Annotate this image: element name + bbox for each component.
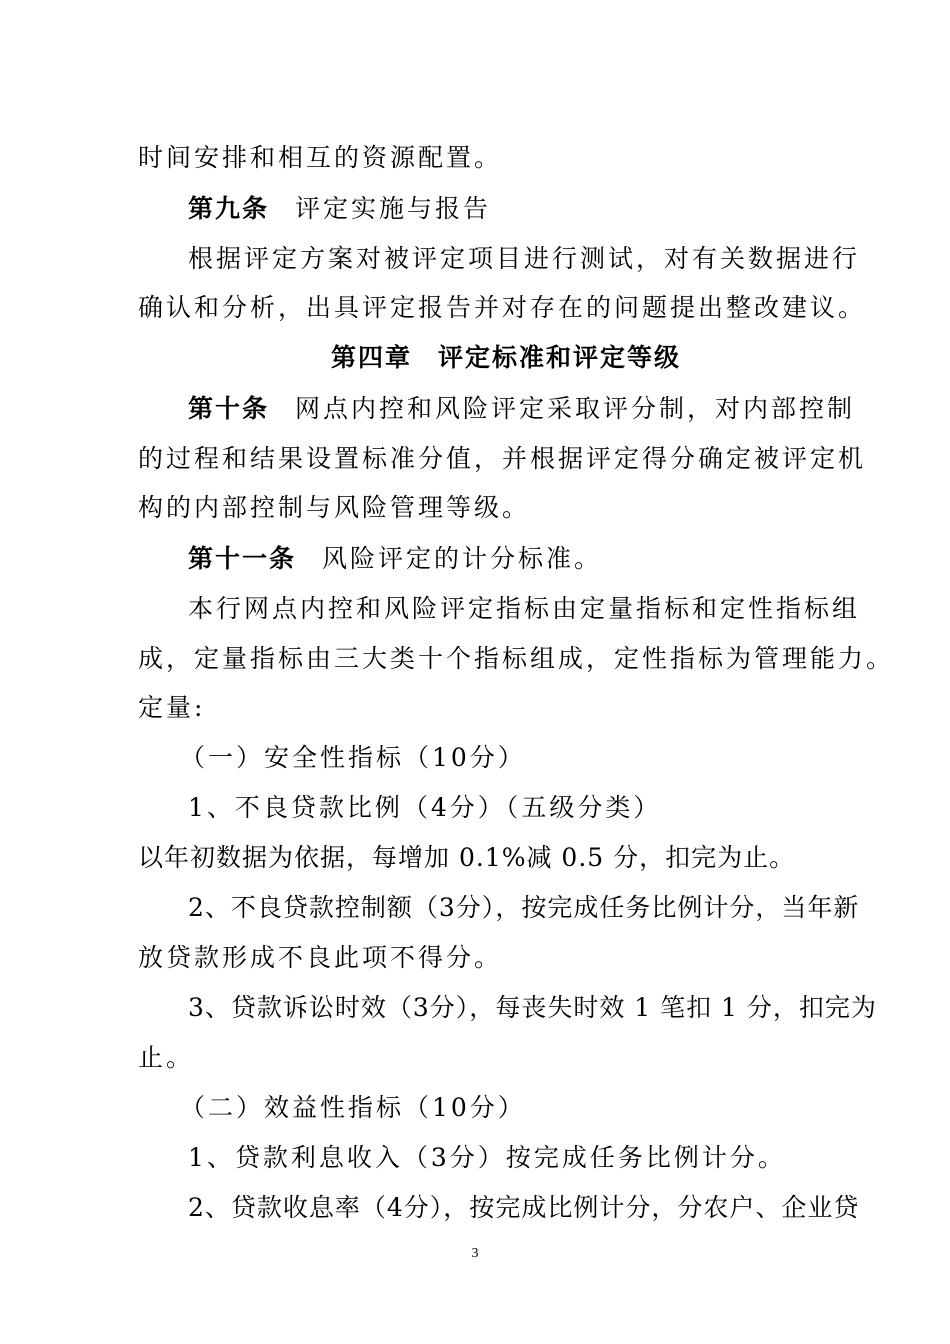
paragraph-line: 成，定量指标由三大类十个指标组成，定性指标为管理能力。	[138, 644, 895, 673]
chapter-heading	[331, 342, 681, 374]
paragraph-line: 根据评定方案对被评定项目进行测试，对有关数据进行	[188, 244, 861, 273]
list-item: 2、不良贷款控制额（3分），按完成任务比例计分，当年新	[188, 893, 860, 922]
chapter-number: 第四章	[331, 343, 413, 372]
paragraph-line: 放贷款形成不良此项不得分。	[138, 943, 503, 972]
article-heading	[188, 193, 491, 225]
paragraph-line: 确认和分析，出具评定报告并对存在的问题提出整改建议。	[138, 293, 867, 322]
page-number: 3	[471, 1246, 479, 1261]
section-heading: （一）安全性指标（10分）	[180, 743, 526, 772]
article-heading	[188, 393, 855, 425]
section-heading: （二）效益性指标（10分）	[180, 1093, 526, 1122]
list-item: 1、不良贷款比例（4分）（五级分类）	[188, 793, 662, 822]
list-item: 3、贷款诉讼时效（3分），每丧失时效 1 笔扣 1 分，扣完为	[188, 993, 877, 1022]
list-item: 1、贷款利息收入（3分）按完成任务比例计分。	[188, 1143, 786, 1172]
article-number: 第十条	[188, 394, 270, 423]
paragraph-line: 的过程和结果设置标准分值，并根据评定得分确定被评定机	[138, 444, 867, 473]
article-heading	[188, 543, 602, 575]
paragraph-line: 构的内部控制与风险管理等级。	[138, 493, 531, 522]
paragraph-line: 定量:	[138, 693, 206, 722]
list-item: 2、贷款收息率（4分），按完成比例计分，分农户、企业贷	[188, 1193, 860, 1222]
article-text: 网点内控和风险评定采取评分制，对内部控制	[295, 394, 856, 423]
article-title: 评定实施与报告	[295, 194, 492, 223]
paragraph-line: 时间安排和相互的资源配置。	[138, 143, 503, 172]
article-number: 第十一条	[188, 544, 297, 573]
paragraph-line: 本行网点内控和风险评定指标由定量指标和定性指标组	[188, 594, 861, 623]
paragraph-line: 止。	[138, 1043, 195, 1072]
chapter-title: 评定标准和评定等级	[438, 343, 682, 372]
article-title: 风险评定的计分标准。	[322, 544, 603, 573]
paragraph-line: 以年初数据为依据，每增加 0.1%减 0.5 分，扣完为止。	[138, 843, 796, 872]
article-number: 第九条	[188, 194, 270, 223]
